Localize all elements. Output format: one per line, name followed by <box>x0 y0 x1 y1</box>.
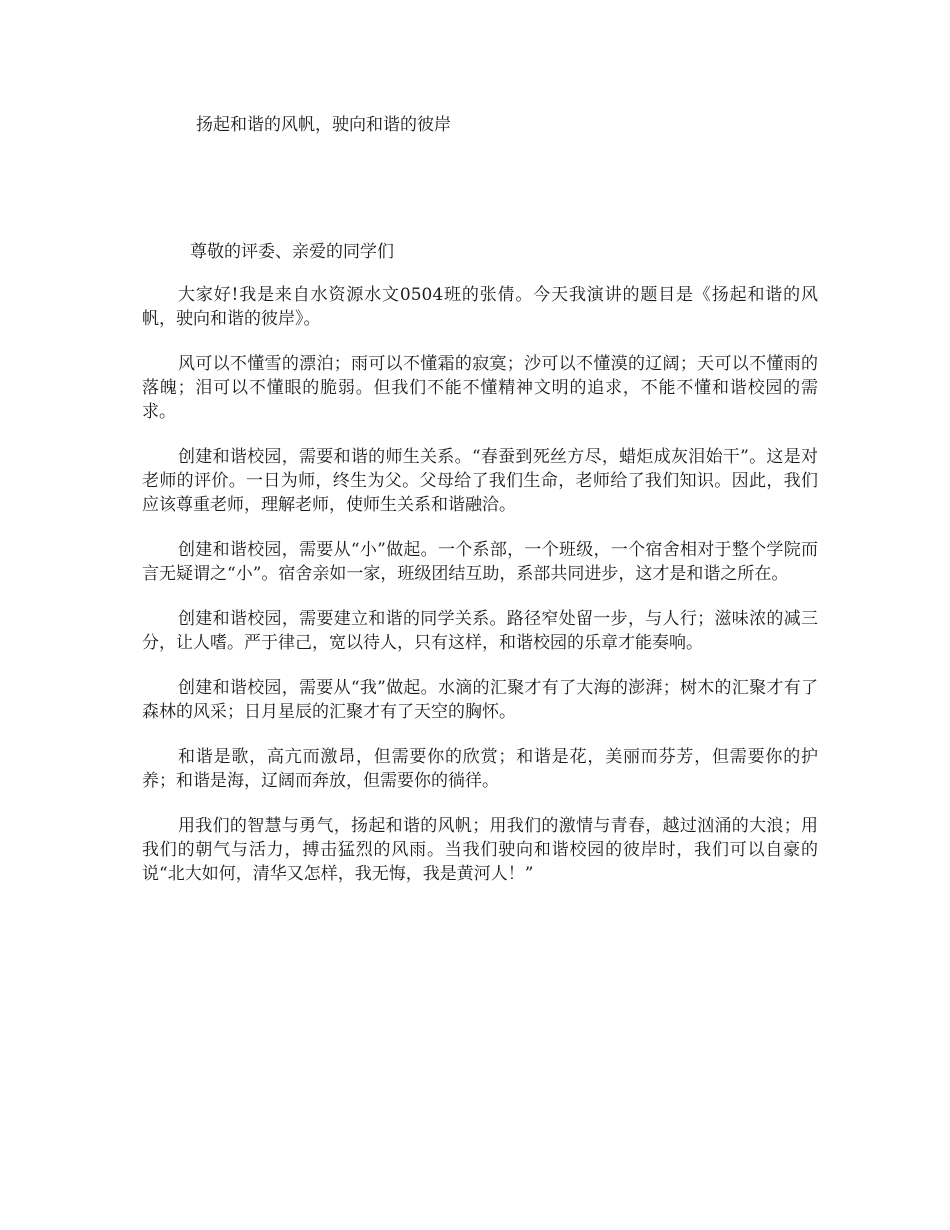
salutation: 尊敬的评委、亲爱的同学们 <box>190 242 394 262</box>
paragraph-start-with-me: 创建和谐校园，需要从“我”做起。水滴的汇聚才有了大海的澎湃；树木的汇聚才有了森林的风采；日月星辰的汇聚才有了天空的胸怀。 <box>142 678 818 722</box>
paragraph-start-small: 创建和谐校园，需要从“小”做起。一个系部，一个班级，一个宿舍相对于整个学院而言无疑谓之“小”。宿舍亲如一家，班级团结互助，系部共同进步，这才是和谐之所在。 <box>142 540 818 584</box>
speech-body <box>142 283 818 907</box>
document-title: 扬起和谐的风帆，驶向和谐的彼岸 <box>196 115 451 135</box>
paragraph-teacher-student: 创建和谐校园，需要和谐的师生关系。“春蚕到死丝方尽，蜡炬成灰泪始干”。这是对老师的评价。一日为师，终生为父。父母给了我们生命，老师给了我们知识。因此，我们应该尊重老师，理解老师，使师生关系和谐融洽。 <box>142 447 818 515</box>
paragraph-classmates: 创建和谐校园，需要建立和谐的同学关系。路径窄处留一步，与人行；滋味浓的减三分，让人嗜。严于律己，宽以待人，只有这样，和谐校园的乐章才能奏响。 <box>142 609 818 653</box>
paragraph-harmony-song: 和谐是歌，高亢而激昂，但需要你的欣赏；和谐是花，美丽而芬芳，但需要你的护养；和谐是海，辽阔而奔放，但需要你的徜徉。 <box>142 747 818 791</box>
paragraph-conclusion: 用我们的智慧与勇气，扬起和谐的风帆；用我们的激情与青春，越过汹涌的大浪；用我们的朝气与活力，搏击猛烈的风雨。当我们驶向和谐校园的彼岸时，我们可以自豪的说“北大如何，清华又怎样，我无悔，我是黄河人！” <box>142 816 818 884</box>
paragraph-greeting: 大家好!我是来自水资源水文0504班的张倩。今天我演讲的题目是《扬起和谐的风帆，驶向和谐的彼岸》。 <box>142 285 818 329</box>
paragraph-wind-rain: 风可以不懂雪的漂泊；雨可以不懂霜的寂寞；沙可以不懂漠的辽阔；天可以不懂雨的落魄；泪可以不懂眼的脆弱。但我们不能不懂精神文明的追求，不能不懂和谐校园的需求。 <box>142 354 818 422</box>
